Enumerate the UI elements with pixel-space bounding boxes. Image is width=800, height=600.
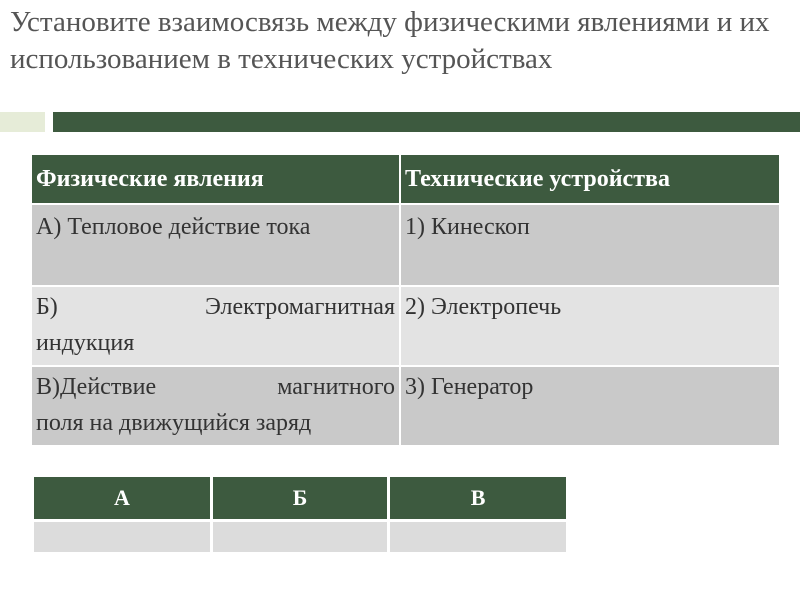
phenomenon-a: А) Тепловое действие тока <box>32 204 400 286</box>
table-header-row <box>32 155 779 204</box>
decor-bar-left <box>0 112 45 132</box>
phenomenon-v <box>32 366 400 445</box>
phenomenon-b-line1: Б) Электромагнитная <box>36 294 395 320</box>
device-1: 1) Кинескоп <box>400 204 779 286</box>
answer-table <box>34 477 566 552</box>
phenomenon-v-line1: В)Действие магнитного <box>36 374 395 400</box>
table-row <box>32 286 779 366</box>
device-3: 3) Генератор <box>400 366 779 445</box>
answer-cell-b[interactable] <box>211 521 388 553</box>
header-phenomena: Физические явления <box>32 155 400 204</box>
answer-cell-a[interactable] <box>34 521 211 553</box>
answer-header-v: В <box>389 477 566 521</box>
answer-header-b: Б <box>211 477 388 521</box>
answer-header-a: А <box>34 477 211 521</box>
answer-header-row <box>34 477 566 521</box>
phenomenon-v-line2: поля на движущийся заряд <box>36 410 312 436</box>
device-2: 2) Электропечь <box>400 286 779 366</box>
answer-row <box>34 521 566 553</box>
phenomenon-b-line2: индукция <box>36 330 135 356</box>
answer-cell-v[interactable] <box>389 521 566 553</box>
phenomenon-b <box>32 286 400 366</box>
table-row <box>32 366 779 445</box>
table-row <box>32 204 779 286</box>
decor-bar-right <box>53 112 800 132</box>
slide-title: Установите взаимосвязь между физическими явлениями и их использованием в технических устройствах <box>10 6 770 75</box>
matching-table <box>32 155 779 445</box>
header-devices: Технические устройства <box>400 155 779 204</box>
